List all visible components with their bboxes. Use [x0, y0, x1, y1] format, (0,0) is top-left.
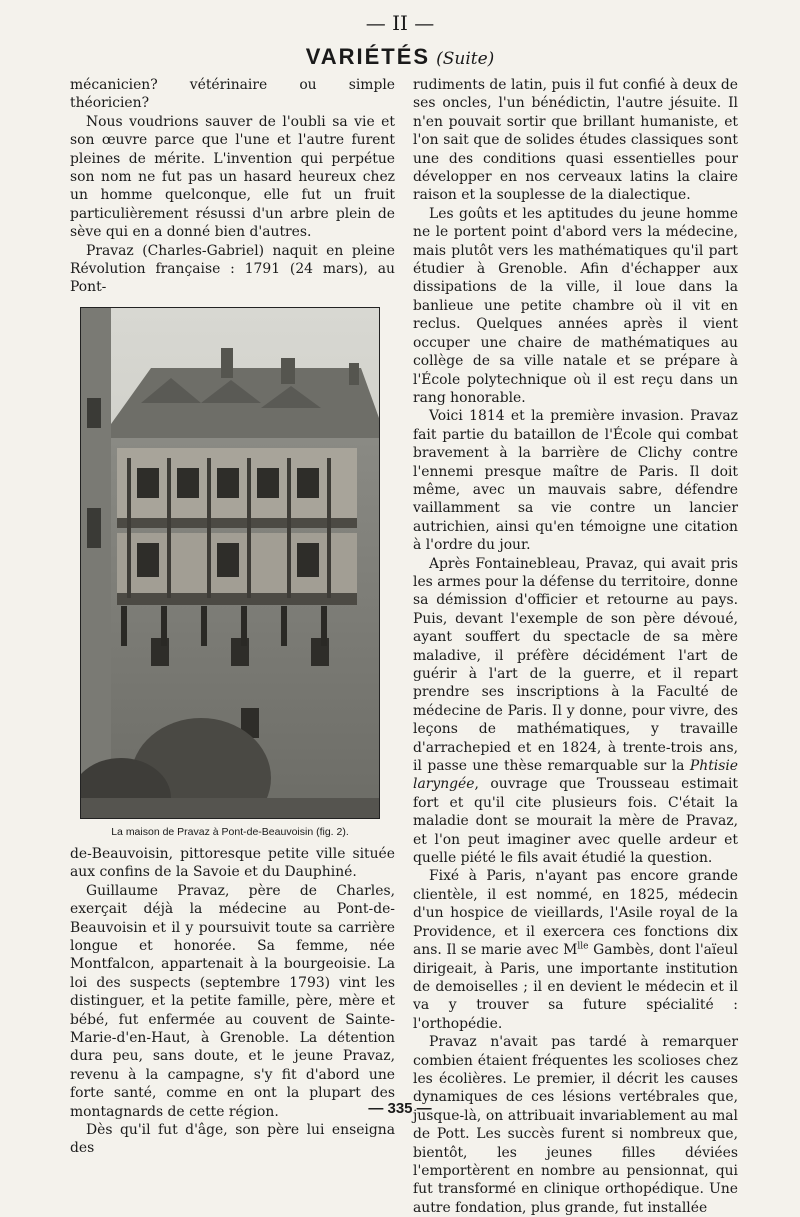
- paragraph: Nous voudrions sauver de l'oubli sa vie et son œuvre parce que l'une et l'autre furent pleines de mérite. L'invention qui perpétue son nom ne fut pas un hasard heureux chez un homme quelconque, elle fut un fruit particulièrement résussi d'un arbre plein de sève qui en a donné bien d'autres.: [70, 113, 395, 241]
- text-run: Gambès, dont l'aïeul dirigeait, à Paris, une importante institution de demoiselles ; il en devient le médecin et il va y trouver sa future spécialité : l'orthopédie.: [413, 942, 738, 1032]
- section-title-suite: (Suite): [436, 49, 495, 69]
- house-illustration: [81, 308, 379, 818]
- paragraph: Pravaz (Charles-Gabriel) naquit en pleine Révolution française : 1791 (24 mars), au Pont-: [70, 242, 395, 296]
- left-column: [70, 76, 395, 1158]
- section-title-text: VARIÉTÉS: [305, 44, 431, 69]
- paragraph: Pravaz n'avait pas tardé à remarquer combien étaient fréquentes les scolioses chez les écolières. Le premier, il décrit les causes dynamiques de ces lésions vertébrales que, jusque-là, on attribuait invariablement au mal de Pott. Les succès furent si nombreux que, bientôt, les jeunes filles déviées l'emportèrent en nombre au pensionnat, qui fut transformé en clinique orthopédique. Une autre fondation, plus grande, fut installée: [413, 1034, 738, 1216]
- paragraph: Les goûts et les aptitudes du jeune homme ne le portent point d'abord vers la médecine, mais plutôt vers les mathématiques qu'il part étudier à Grenoble. Afin d'échapper aux dissipations de la ville, il loue dans la banlieue une petite chambre où il vit en reclus. Quelques années après il vient occuper une chaire de mathématiques au collège de sa ville natale et se prépare à l'École polytechnique où il est reçu dans un rang honorable.: [413, 205, 738, 406]
- paragraph: [413, 867, 738, 1033]
- page-number: — 335 —: [368, 1100, 432, 1117]
- paragraph: rudiments de latin, puis il fut confié à deux de ses oncles, l'un bénédictin, l'autre jésuite. Il n'en pouvait sortir que brillant humaniste, et l'on sait que de solides études classiques sont une des conditions quasi essentielles pour développer en nos cerveaux latins la claire raison et la souplesse de la dialectique.: [413, 77, 738, 204]
- section-title: [0, 44, 800, 70]
- paragraph: Dès qu'il fut d'âge, son père lui enseigna des: [70, 1121, 395, 1157]
- paragraph: de-Beauvoisin, pittoresque petite ville située aux confins de la Savoie et du Dauphiné.: [70, 845, 395, 881]
- superscript: lle: [577, 941, 589, 952]
- italic-title: Phtisie laryngée: [413, 758, 739, 793]
- paragraph: Guillaume Pravaz, père de Charles, exerçait déjà la médecine au Pont-de-Beauvoisin et il y poursuivit toute sa carrière longue et honorée. Sa femme, née Montfalcon, appartenait à la bourgeoisie. La loi des suspects (septembre 1793) vint les distinguer, et la petite famille, père, mère et bébé, fut enfermée au couvent de Sainte-Marie-d'en-Haut, à Grenoble. La détention dura peu, sans doute, et le jeune Pravaz, revenu à la campagne, s'y fit d'abord une forte santé, comme en ont la plupart des montagnards de cette région.: [70, 882, 395, 1120]
- text-run: Fixé à Paris, n'ayant pas encore grande clientèle, il est nommé, en 1825, médecin d'un hospice de vieillards, l'Asile royal de la Providence, et il exercera ces fonctions dix ans. Il se marie avec M: [413, 868, 738, 959]
- right-column: [413, 76, 738, 1217]
- paragraph: [413, 555, 738, 868]
- paragraph: mécanicien? vétérinaire ou simple théoricien?: [70, 77, 395, 112]
- figure: [80, 307, 380, 839]
- figure-caption: La maison de Pravaz à Pont-de-Beauvoisin (fig. 2).: [111, 825, 349, 838]
- text-run: Après Fontainebleau, Pravaz, qui avait pris les armes pour la défense du territoire, donne sa démission d'officier et retourne au pays. Puis, devant l'exemple de son père dévoué, ayant souffert du spectacle de sa mère maladive, il préfère décidément l'art de guérir à l'art de la guerre, et il repart prendre ses inscriptions à la Faculté de médecine de Paris. Il y donne, pour vivre, des leçons de mathématiques, y travaille d'arrachepied et en 1824, à trente-trois ans, il passe une thèse remarquable sur la: [413, 555, 738, 775]
- text-run: , ouvrage que Trousseau estimait fort et qu'il cite plusieurs fois. C'était la maladie dont se mourait la mère de Pravaz, et l'on peut imaginer avec quelle ardeur et quelle piété le fils avait étudié la question.: [413, 776, 738, 867]
- header-ornament: — II —: [365, 11, 435, 35]
- paragraph: Voici 1814 et la première invasion. Pravaz fait partie du bataillon de l'École qui combat bravement à la barrière de Clichy contre l'ennemi presque maître de Paris. Il doit même, avec un mauvais sabre, défendre vaillamment sa vie contre un lancier autrichien, ainsi qu'en témoigne une citation à l'ordre du jour.: [413, 408, 738, 554]
- house-photo: [80, 307, 380, 819]
